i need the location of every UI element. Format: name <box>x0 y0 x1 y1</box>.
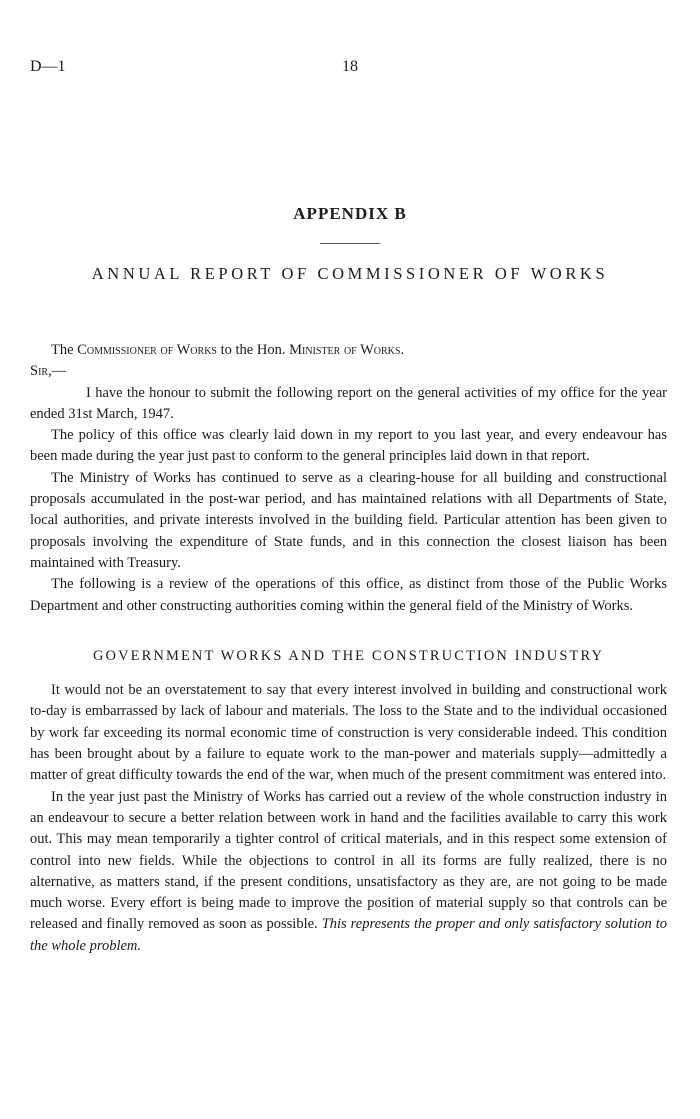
paragraph: The policy of this office was clearly laid down in my report to you last year, and every endeavour has been made during the year just past to conform to the general principles laid down in that report. <box>30 427 667 465</box>
paragraph: It would not be an overstatement to say that every interest involved in building and constructional work to-day is embarrassed by lack of labour and materials. The loss to the State and to the individual occasioned by work far exceeding its normal economic time of construction is very considerable indeed. This condition has been brought about by a failure to equate work to the man-power and materials supply—admittedly a matter of great difficulty towards the end of the war, when much of the present commitment was entered into. <box>30 682 667 784</box>
document-reference: D—1 <box>30 58 66 75</box>
title-divider <box>320 243 380 244</box>
paragraph: The following is a review of the operations of this office, as distinct from those of the Public Works Department and other constructing authorities coming within the general field of the Ministry of Works. <box>30 576 667 614</box>
paragraph-last <box>30 787 667 957</box>
page-number: 18 <box>342 58 358 75</box>
appendix-title: APPENDIX B <box>293 204 407 223</box>
salutation-middle: to the Hon. <box>220 342 286 358</box>
report-title: ANNUAL REPORT OF COMMISSIONER OF WORKS <box>91 264 609 283</box>
salutation-line <box>30 340 667 361</box>
salutation-to-prefix: The <box>51 342 74 358</box>
paragraph-italic: This represents the proper and only satisfactory solution to the whole problem. <box>30 916 667 954</box>
section-heading: GOVERNMENT WORKS AND THE CONSTRUCTION INDUSTRY <box>92 647 605 664</box>
paragraph-text: In the year just past the Ministry of Works has carried out a review of the whole construction industry in an endeavour to secure a better relation between work in hand and the facilities available to carry this work out. This may mean temporarily a tighter control of critical materials, and in this respect some extension of control into new fields. While the objections to control in all its forms are fully realized, there is no alternative, as matters stand, if the present conditions, unsatisfactory as they are, are not going to be made much worse. Every effort is being made to improve the position of material supply so that controls can be released and finally removed as soon as possible. <box>30 788 667 933</box>
paragraph: The Ministry of Works has continued to serve as a clearing-house for all building and constructional proposals accumulated in the post-war period, and has maintained relations with all Departments of State, local authorities, and private interests involved in the building field. Particular attention has been given to proposals involving the expenditure of State funds, and in this connection the closest liaison has been maintained with Treasury. <box>30 469 667 571</box>
salutation-to: Minister of Works. <box>289 342 405 358</box>
document-body <box>30 340 667 957</box>
salutation-sir: Sir,— <box>30 363 67 380</box>
salutation-from: Commissioner of Works <box>77 342 217 358</box>
paragraph: I have the honour to submit the following report on the general activities of my office for the year ended 31st March, 1947. <box>30 384 667 422</box>
